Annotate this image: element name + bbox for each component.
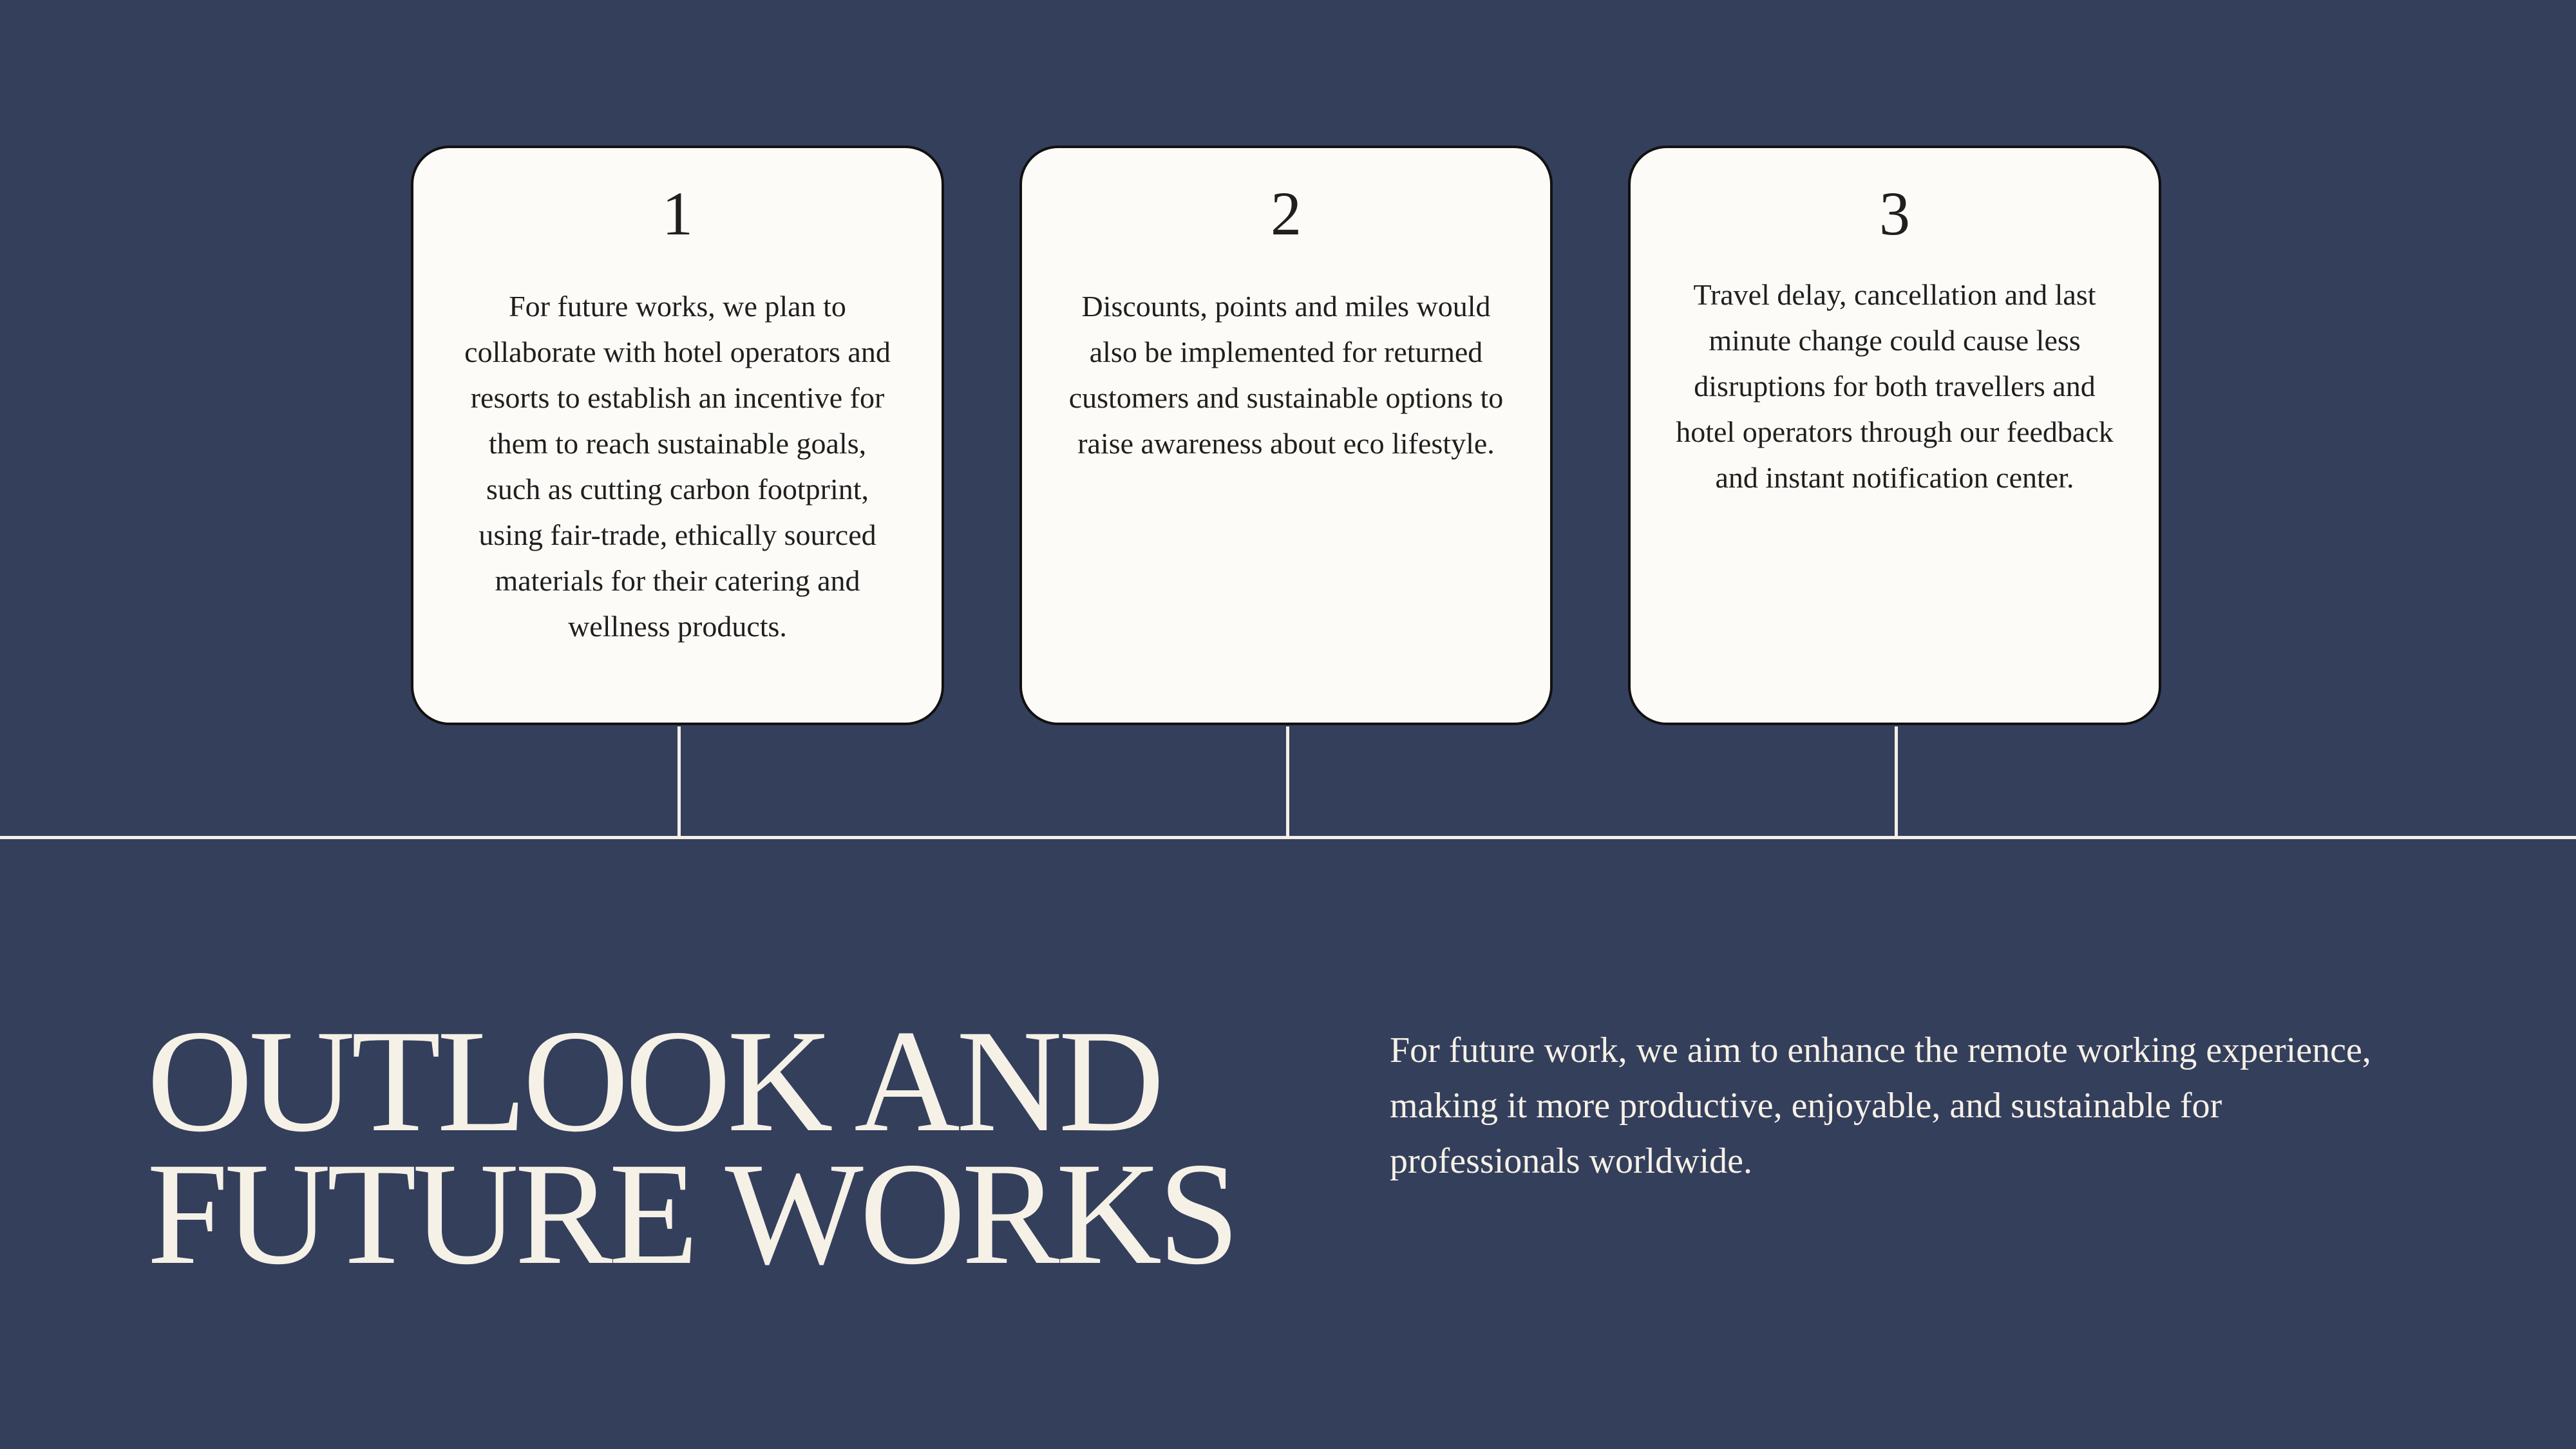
timeline-card-3: [1628, 146, 2161, 725]
title-line-1: OUTLOOK AND: [147, 1000, 1161, 1162]
card-text: For future works, we plan to collaborate with hotel operators and resorts to establish an incentive for them to reach sustainable goals, such as cutting carbon footprint, using fair-trade, ethically sourced materials for their catering and wellness products.: [464, 290, 891, 643]
summary-text: For future work, we aim to enhance the remote working experience, making it more productive, enjoyable, and sustainable for professionals worldwide.: [1390, 1030, 2371, 1181]
timeline-connector-3: [1895, 726, 1898, 837]
timeline-connector-1: [677, 726, 681, 837]
card-number: 2: [1271, 179, 1302, 248]
slide-title: [147, 1000, 1236, 1295]
timeline-card-2: [1019, 146, 1553, 725]
card-text: Travel delay, cancellation and last minute change could cause less disruptions for both travellers and hotel operators through our feedback and instant notification center.: [1676, 278, 2114, 494]
card-number: 3: [1879, 179, 1910, 248]
timeline-connector-2: [1286, 726, 1289, 837]
title-line-2: FUTURE WORKS: [147, 1133, 1236, 1295]
timeline-card-1: [411, 146, 944, 725]
timeline-line: [0, 836, 2576, 839]
card-text: Discounts, points and miles would also be implemented for returned customers and sustainable options to raise awareness about eco lifestyle.: [1068, 290, 1504, 460]
card-number: 1: [662, 179, 693, 248]
